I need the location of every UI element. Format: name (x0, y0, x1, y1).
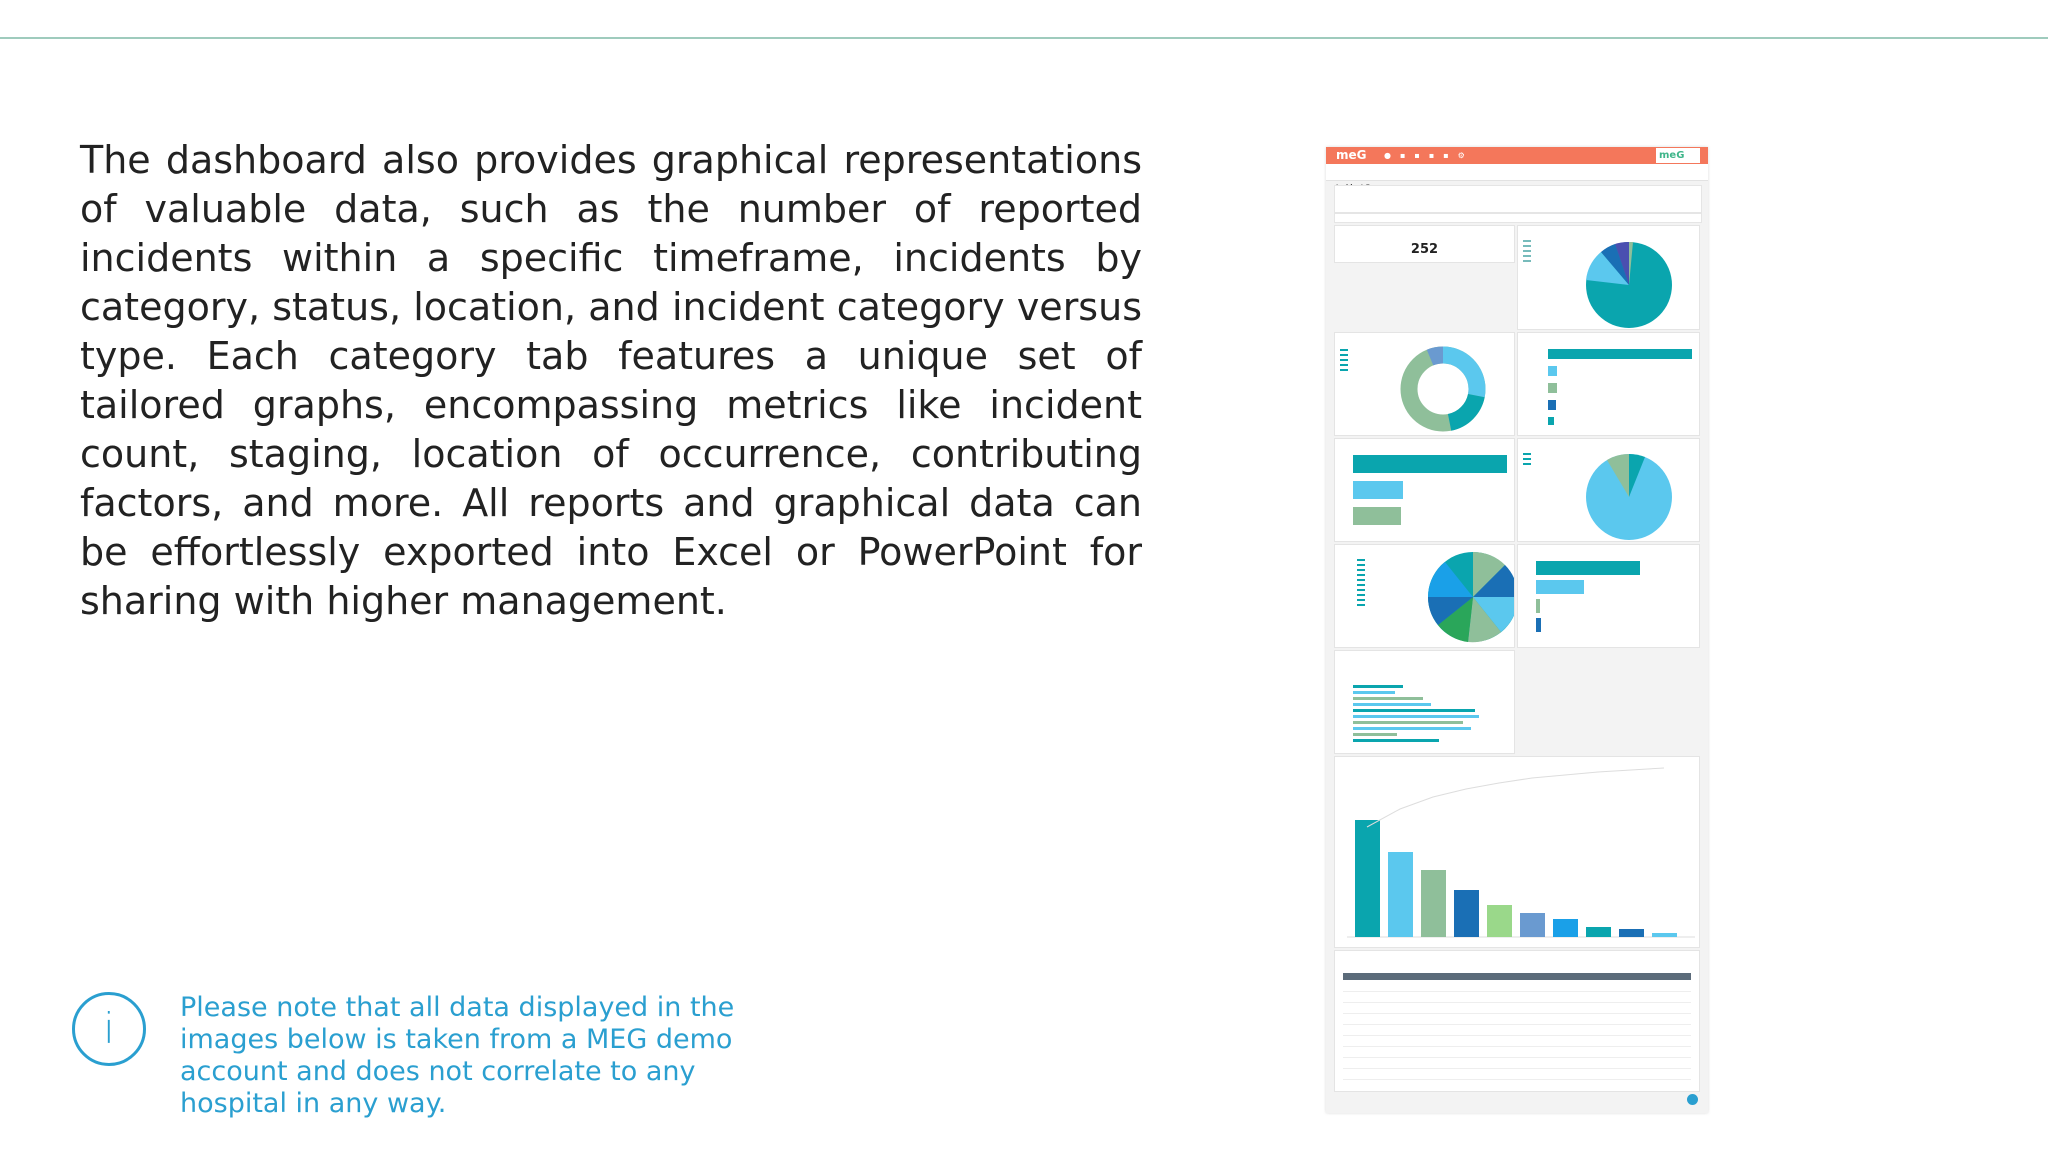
thumb-bars1-chart (1518, 333, 1700, 436)
info-circle-icon: i (72, 992, 146, 1066)
thumb-logo-right: meG (1656, 148, 1700, 163)
demo-data-notice: Please note that all data displayed in the images below is taken from a MEG demo account and does not correlate to any hospital in any way. (180, 992, 735, 1119)
table-row (1343, 982, 1691, 992)
thumb-card-pie3 (1334, 544, 1515, 648)
thumb-pie2-chart (1518, 439, 1700, 542)
thumb-pareto-chart (1335, 757, 1700, 948)
thumb-card-pie2 (1517, 438, 1700, 542)
thumb-card-table (1334, 950, 1700, 1092)
thumb-chat-icon (1687, 1094, 1698, 1105)
table-row (1343, 1015, 1691, 1025)
thumb-card-hbars (1334, 650, 1515, 754)
thumb-nav-icons: ●▪▪▪▪⚙ (1384, 151, 1474, 160)
thumb-hbars-chart (1335, 651, 1515, 754)
table-row (1343, 1070, 1691, 1080)
thumb-donut-chart (1335, 333, 1515, 436)
dashboard-screenshot (1326, 147, 1708, 1113)
description-text: The dashboard also provides graphical representations of valuable data, such as the number of reported incidents within a specific timeframe, incidents by category, status, location, and incident category versus type. Each category tab features a unique set of tailored graphs, encompassing metrics like incident count, staging, location of occurrence, contributing factors, and more. All reports and graphical data can be effortlessly exported into Excel or PowerPoint for sharing with higher management. (80, 138, 1142, 623)
thumb-card-bars1 (1517, 332, 1700, 436)
table-row (1343, 1004, 1691, 1014)
thumb-card-bars2 (1334, 438, 1515, 542)
thumb-form-bar (1326, 164, 1708, 181)
thumb-logo: meG (1336, 148, 1367, 162)
thumb-card-count (1334, 225, 1515, 263)
thumb-table-header (1343, 973, 1691, 980)
thumb-bars2-chart (1335, 439, 1515, 542)
thumb-navbar (1326, 147, 1708, 164)
table-row (1343, 1059, 1691, 1069)
thumb-card-donut (1334, 332, 1515, 436)
thumb-pie1-chart (1518, 226, 1700, 330)
thumb-card-bars3 (1517, 544, 1700, 648)
thumb-card-pareto (1334, 756, 1700, 948)
table-row (1343, 1037, 1691, 1047)
top-divider-line (0, 37, 2048, 39)
thumb-big-number: 252 (1410, 242, 1439, 257)
thumb-filter-panel (1334, 185, 1702, 213)
table-row (1343, 1048, 1691, 1058)
table-row (1343, 993, 1691, 1003)
table-row (1343, 1026, 1691, 1036)
thumb-bars3-chart (1518, 545, 1700, 648)
thumb-card-pie1 (1517, 225, 1700, 330)
thumb-tabs (1334, 213, 1702, 223)
thumb-pie3-chart (1335, 545, 1515, 648)
